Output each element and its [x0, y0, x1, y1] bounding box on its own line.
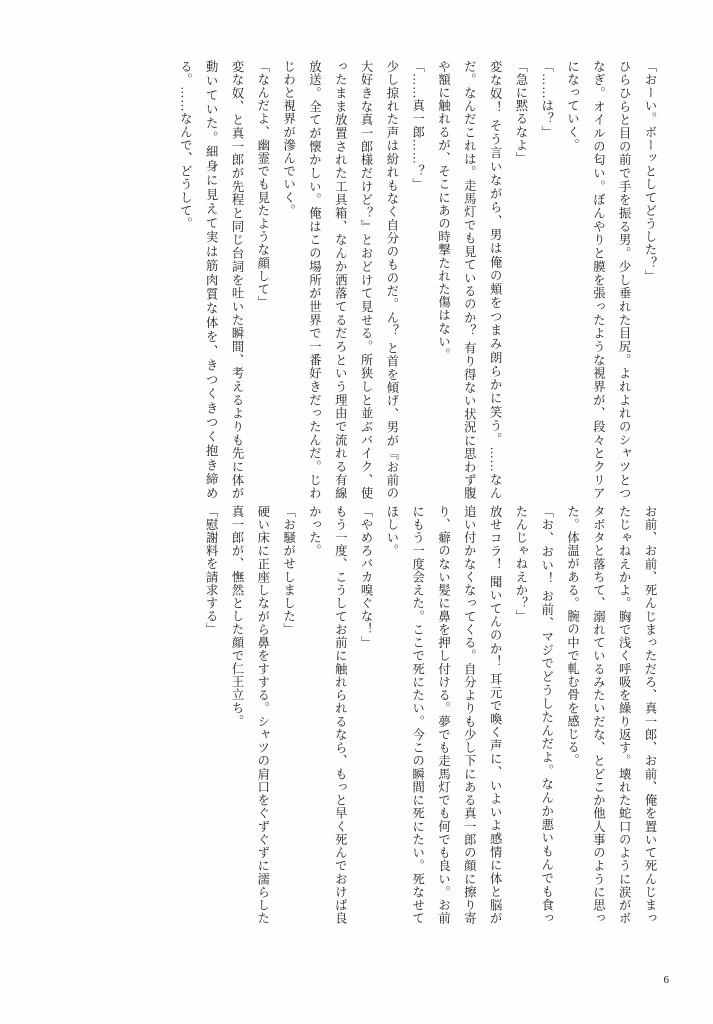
- paragraph: 「急に黙るなよ」: [513, 60, 528, 165]
- text-block-lower: [46, 505, 662, 925]
- page-number: 6: [663, 974, 669, 986]
- paragraph: 「……は？」: [539, 60, 554, 139]
- paragraph: お前、お前、死んじまっただろ、真一郎、お前、俺を置いて死んじまったじゃねえかよ。胸で浅く呼吸を繰り返す。壊れた蛇口のように涙がボタボタと落ちて、溺れているみたいだな、とどこか他人事のように思った。体温がある。腕の中で軋む骨を感じる。: [565, 505, 657, 925]
- paragraph: 「慰謝料を請求する」: [204, 505, 219, 636]
- paragraph: 「お騒がせしました」: [281, 505, 296, 636]
- text-block-upper: [46, 60, 662, 500]
- paragraph: ひらひらと目の前で手を振る男。少し垂れた目尻。よれよれのシャツとつなぎ。オイルの匂い。ぼんやりと膜を張ったような視界が、段々とクリアになっていく。: [565, 60, 632, 500]
- paragraph: 「お、おい！ お前、マジでどうしたんだよ。なんか悪いもんでも食ったんじゃねえか？」: [513, 505, 554, 925]
- paragraph: 「なんだよ、幽霊でも見たような顔して」: [255, 60, 270, 309]
- paragraph: もう一度、こうしてお前に触れられるなら、もっと早く死んでおけば良かった。: [307, 505, 348, 925]
- paragraph: 硬い床に正座しながら鼻をすする。シャツの肩口をぐずぐずに濡らした真一郎が、憮然とした顔で仁王立ち。: [230, 505, 270, 925]
- paragraph: 「……真一郎……？」: [410, 60, 425, 191]
- paragraph: 変な奴、と真一郎が先程と同じ台詞を吐いた瞬間、考えるよりも先に体が動いていた。細身に見えて実は筋肉質な体を、きつくきつく抱き締める。……なんで、どうして。: [178, 60, 244, 500]
- paragraph: 「やめろバカ嗅ぐな！」: [359, 505, 374, 650]
- paragraph: 変な奴！ そう言いながら、男は俺の頬をつまみ朗らかに笑う。……なんだ。なんだこれは。走馬灯でも見ているのか？ 有り得ない状況に思わず腹や額に触れるが、そこにあの時撃たれた傷はない。: [436, 60, 503, 500]
- paragraph: 放せコラ！ 聞いてんのか！ 耳元で喚く声に、いよいよ感情に体と脳が追い付かなくなってくる。自分よりも少し下にある真一郎の顔に擦り寄り、癖のない髪に鼻を押し付ける。夢でも走馬灯でも何でも良い。お前にもう一度会えた。ここで死にたい。今この瞬間に死にたい。死なせてほしい。: [384, 505, 503, 925]
- paragraph: 「おーい。ボーッとしてどうした？」: [643, 60, 657, 283]
- paragraph: 少し掠れた声は紛れもなく自分のものだ。ん？ と首を傾げ、男が『お前の大好きな真一郎様だけど？』とおどけて見せる。所狭しと並ぶバイク、使ったまま放置された工具箱、なんか洒落てるだろという理由で流れる有線放送。全てが懐かしい。俺はこの場所が世界で一番好きだったんだ。じわじわと視界が滲んでいく。: [281, 60, 399, 500]
